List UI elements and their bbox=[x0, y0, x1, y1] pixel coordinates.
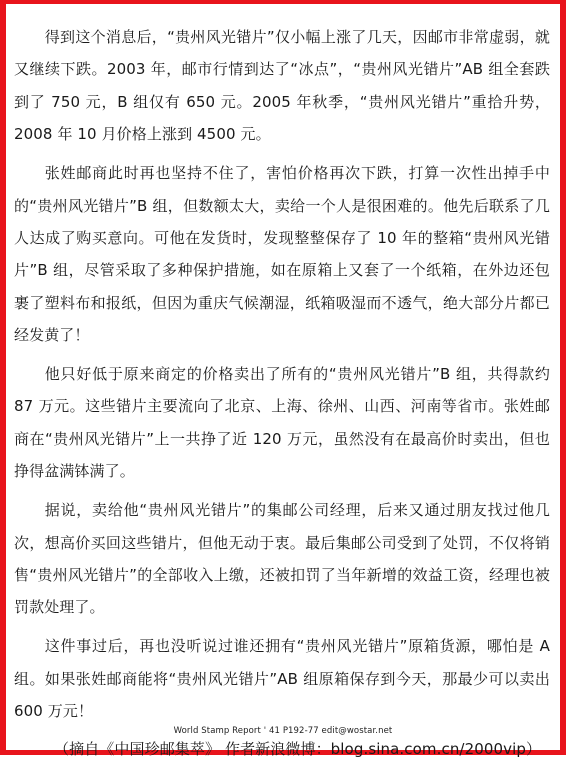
article-paragraph-4: 据说，卖给他“贵州风光错片”的集邮公司经理，后来又通过朋友找过他几次，想高价买回这些错片，但他无动于衷。最后集邮公司受到了处罚，不仅将销售“贵州风光错片”的全部收入上缴，还被扣罚了当年新增的效益工资，经理也被罚款处理了。 bbox=[14, 501, 550, 617]
source-citation: （摘自《中国珍邮集萃》 作者新浪微博：blog.sina.com.cn/2000vip） bbox=[54, 740, 542, 759]
page-footer: World Stamp Report ' 41 P192-77 edit@wostar.net bbox=[173, 726, 393, 736]
article-paragraph-1: 得到这个消息后，“贵州风光错片”仅小幅上涨了几天，因邮市非常虚弱，就又继续下跌。2003 年，邮市行情到达了“冰点”，“贵州风光错片”AB 组全套跌到了 750 元，B 组仅有 650 元。2005 年秋季，“贵州风光错片”重拾升势，2008 年 10 月价格上涨到 4500 元。 bbox=[14, 28, 550, 144]
article-paragraph-2: 张姓邮商此时再也坚持不住了，害怕价格再次下跌，打算一次性出掉手中的“贵州风光错片”B 组，但数额太大，卖给一个人是很困难的。他先后联系了几人达成了购买意向。可他在发货时，发现整整保存了 10 年的整箱“贵州风光错片”B 组，尽管采取了多种保护措施，如在原箱上又套了一个纸箱，在外边还包裹了塑料布和报纸，但因为重庆气候潮湿，纸箱吸湿而不透气，绝大部分片都已经发黄了！ bbox=[14, 164, 550, 345]
article-paragraph-5: 这件事过后，再也没听说过谁还拥有“贵州风光错片”原箱货源，哪怕是 A 组。如果张姓邮商能将“贵州风光错片”AB 组原箱保存到今天，那最少可以卖出 600 万元！ bbox=[14, 637, 550, 721]
article-body bbox=[14, 21, 550, 765]
article-paragraph-3: 他只好低于原来商定的价格卖出了所有的“贵州风光错片”B 组，共得款约 87 万元。这些错片主要流向了北京、上海、徐州、山西、河南等省市。张姓邮商在“贵州风光错片”上一共挣了近 120 万元，虽然没有在最高价时卖出，但也挣得盆满钵满了。 bbox=[14, 365, 550, 481]
